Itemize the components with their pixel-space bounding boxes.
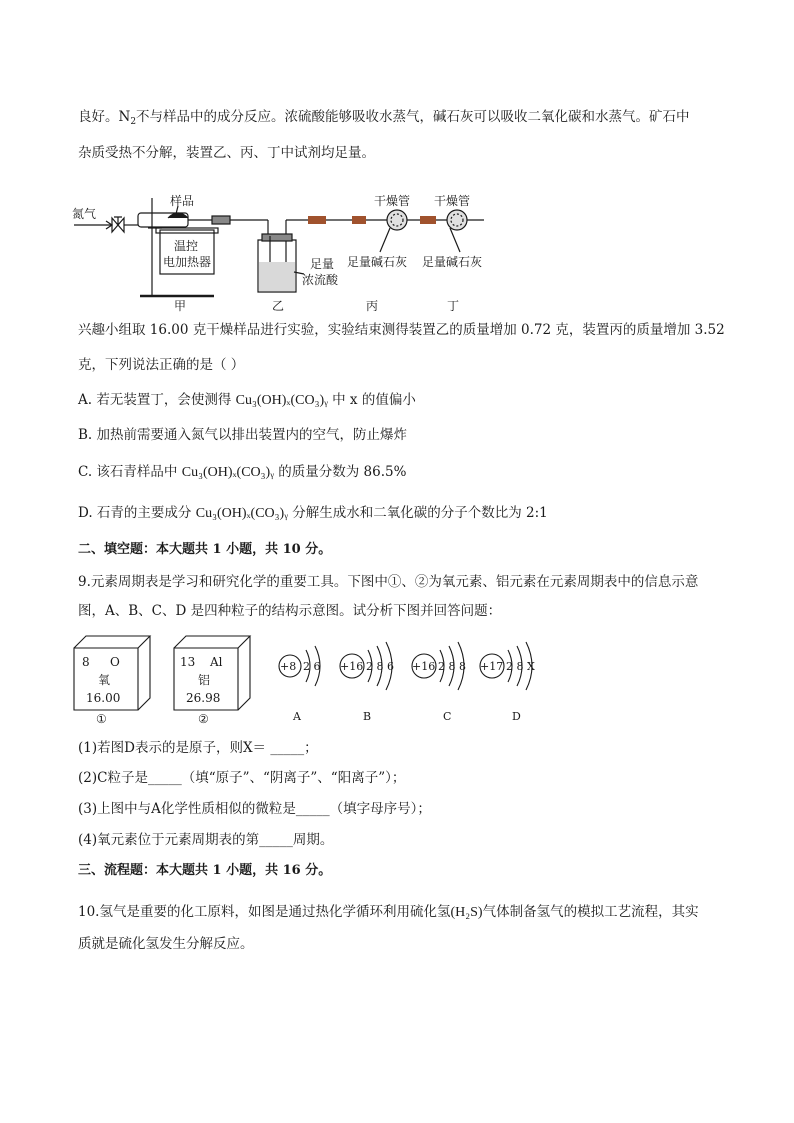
atom-diagram-b [340,642,394,723]
n2-subscript: 2 [130,117,137,127]
q8-option-c [78,462,406,483]
sample-dome [168,213,188,218]
q8-option-b: B. 加热前需要通入氮气以排出装置内的空气，防止爆炸 [78,427,408,443]
acid-text-2: 浓流酸 [302,273,339,287]
lime-label-1: 足量碱石灰 [347,255,408,269]
al-mass: 26.98 [186,691,221,705]
atom-b-shells: 2 8 6 [366,660,394,673]
atom-diagram-d [480,642,535,723]
opt-c-text: C. 该石青样品中 [78,464,178,480]
atom-a-shells: 2 6 [303,660,321,673]
figure-label-1: ① [96,712,107,726]
atom-c-nucleus: +16 [412,660,436,673]
lime-label-2: 足量碱石灰 [422,255,483,269]
q10-stem-1 [78,902,699,923]
label-jia: 甲 [174,299,187,313]
label-yi: 乙 [272,299,285,313]
atom-diagram-a [279,646,321,723]
valve [112,217,124,232]
intro-text-cont: 不与样品中的成分反应。浓硫酸能够吸收水蒸气，碱石灰可以吸收二氧化碳和水蒸气。矿石中 [136,109,690,125]
atom-d-nucleus: +17 [480,660,504,673]
atom-b-nucleus: +16 [340,660,364,673]
opt-a-text: A. 若无装置丁，会使测得 [78,392,232,408]
q8-stem-1: 兴趣小组取 16.00 克干燥样品进行实验，实验结束测得装置乙的质量增加 0.72 克，装置丙的质量增加 3.52 [78,322,725,338]
al-symbol: Al [210,655,223,669]
al-name: 铝 [198,673,211,687]
atom-diagram-c [412,642,466,723]
atom-d-label: D [512,710,521,723]
h2s-formula: (H₂S) [450,905,483,920]
opt-c-text-end: 的质量分数为 [278,464,360,480]
label-ding: 丁 [447,299,460,313]
formula: Cu₃(OH)ₓ(CO₃)ᵧ [195,506,288,521]
element-cell-oxygen [74,636,150,726]
drying-tube-bing [387,210,407,230]
atom-b-label: B [363,710,372,723]
acid-text-1: 足量 [310,257,335,271]
atom-c-label: C [443,710,452,723]
oxygen-name: 氧 [98,673,111,687]
nitrogen-label: 氮气 [72,207,97,221]
label-bing: 丙 [366,299,379,313]
q9-figures [72,628,552,728]
q9-stem-2: 图，A、B、C、D 是四种粒子的结构示意图。试分析下图并回答问题： [78,603,502,619]
sample-label: 样品 [170,194,195,208]
q10-stem-2: 质就是硫化氢发生分解反应。 [78,936,254,952]
n2-formula [119,109,137,125]
opt-c-value: 86.5% [363,464,407,480]
opt-d-text: D. 石青的主要成分 [78,505,192,521]
drying-tube-ding [447,210,467,230]
q8-option-a [78,390,416,411]
section-3-heading: 三、流程题：本大题共 1 小题，共 16 分。 [78,863,332,878]
atom-d-shells: 2 8 X [506,660,535,673]
n2-symbol: N [118,109,131,125]
heater-text-1: 温控 [174,239,199,253]
oxygen-symbol: O [110,655,120,669]
formula: Cu₃(OH)ₓ(CO₃)ᵧ [235,393,328,408]
dry-tube-label-2: 干燥管 [434,194,471,208]
dry-tube-label-1: 干燥管 [374,194,411,208]
opt-d-text-end: 分解生成水和二氧化碳的分子个数比为 2:1 [292,505,548,521]
al-number: 13 [180,655,196,669]
q8-option-d [78,503,548,524]
atom-a-label: A [293,710,301,723]
q10-text: 10.氢气是重要的化工原料，如图是通过热化学循环利用硫化氢 [78,904,451,920]
section-2-heading: 二、填空题：本大题共 1 小题，共 10 分。 [78,542,332,557]
atom-c-shells: 2 8 8 [438,660,466,673]
q9-sub-1: (1)若图D表示的是原子，则X＝ _____； [78,740,318,756]
figure-label-2: ② [198,712,209,726]
q10-text-cont: 气体制备氢气的模拟工艺流程，其实 [482,904,699,920]
apparatus-diagram [72,188,502,318]
heater-text-2: 电加热器 [163,255,212,269]
intro-line-2: 杂质受热不分解，装置乙、丙、丁中试剂均足量。 [78,145,375,161]
intro-text: 良好。 [78,109,119,125]
formula: Cu₃(OH)ₓ(CO₃)ᵧ [181,465,274,480]
element-cell-aluminium [174,636,250,726]
intro-line-1 [78,107,690,132]
q9-sub-3: (3)上图中与A化学性质相似的微粒是_____（填字母序号）； [78,801,431,817]
oxygen-number: 8 [82,655,90,669]
q9-sub-2: (2)C粒子是_____（填“原子”、“阴离子”、“阳离子”）； [78,770,406,786]
q9-stem-1: 9.元素周期表是学习和研究化学的重要工具。下图中①、②为氧元素、铝元素在元素周期表中的信息示意 [78,574,699,590]
q9-sub-4: (4)氧元素位于元素周期表的第_____周期。 [78,832,334,848]
q8-stem-2: 克，下列说法正确的是（ ） [78,357,245,373]
oxygen-mass: 16.00 [86,691,121,705]
inlet-arrow [74,221,112,229]
opt-a-text-end: 中 x 的值偏小 [332,392,416,408]
atom-a-nucleus: +8 [280,660,297,673]
